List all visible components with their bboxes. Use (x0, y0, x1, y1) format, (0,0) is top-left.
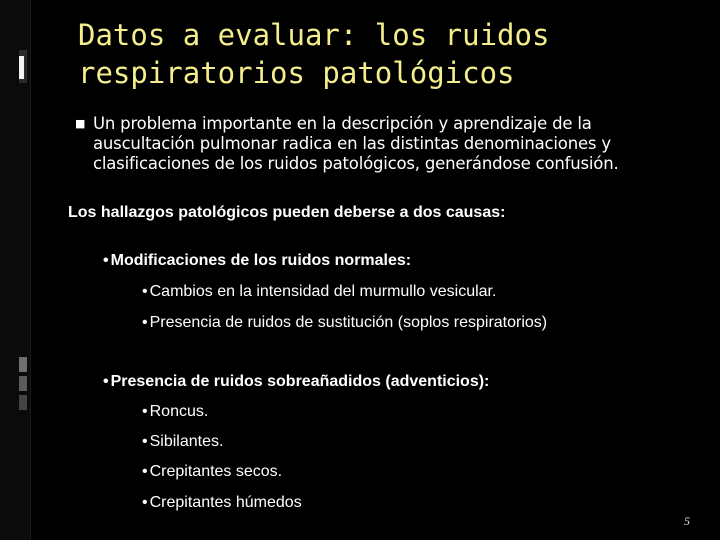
list-item-text: Cambios en la intensidad del murmullo vesicular. (149, 283, 497, 300)
bullet-dot-icon: • (142, 494, 148, 511)
bullet-dot-icon: • (103, 252, 109, 269)
bullet-dot-icon: • (142, 403, 148, 420)
list-item (142, 403, 208, 421)
bullet-dot-icon: • (142, 433, 148, 450)
list-item (142, 433, 223, 451)
cause-1-label: Modificaciones de los ruidos normales: (110, 252, 412, 269)
decorative-bar-top-accent (19, 56, 24, 79)
slide-title-line2: respiratorios patológicos (78, 56, 515, 90)
intro-paragraph (75, 114, 685, 174)
decorative-bar-3 (19, 395, 27, 410)
bullet-dot-icon: • (142, 314, 148, 331)
list-item-text: Roncus. (149, 403, 209, 420)
list-item-text: Presencia de ruidos de sustitución (soplos respiratorios) (149, 314, 548, 331)
left-divider-line (30, 0, 31, 540)
cause-2-item (103, 373, 489, 391)
decorative-bar-1 (19, 357, 27, 372)
list-item (142, 283, 496, 301)
decorative-bar-2 (19, 376, 27, 391)
list-item-text: Crepitantes húmedos (149, 494, 302, 511)
bullet-dot-icon: • (142, 283, 148, 300)
bullet-dot-icon: • (142, 463, 148, 480)
page-number: 5 (684, 514, 690, 528)
left-decorative-strip (0, 0, 30, 540)
square-bullet-icon: ■ (75, 117, 86, 130)
list-item (142, 494, 302, 512)
cause-1-item (103, 252, 411, 270)
slide-title-line1: Datos a evaluar: los ruidos (78, 18, 550, 52)
list-item (142, 314, 547, 332)
list-item-text: Sibilantes. (149, 433, 224, 450)
list-item (142, 463, 282, 481)
list-item-text: Crepitantes secos. (149, 463, 283, 480)
causes-heading: Los hallazgos patológicos pueden deberse a dos causas: (68, 204, 506, 221)
cause-2-label: Presencia de ruidos sobreañadidos (adventicios): (110, 373, 490, 390)
bullet-dot-icon: • (103, 373, 109, 390)
slide-title (78, 16, 698, 92)
intro-text: Un problema importante en la descripción y aprendizaje de la auscultación pulmonar radica en las distintas denominaciones y clasificaciones de los ruidos patológicos, generándose confusión. (93, 114, 619, 173)
